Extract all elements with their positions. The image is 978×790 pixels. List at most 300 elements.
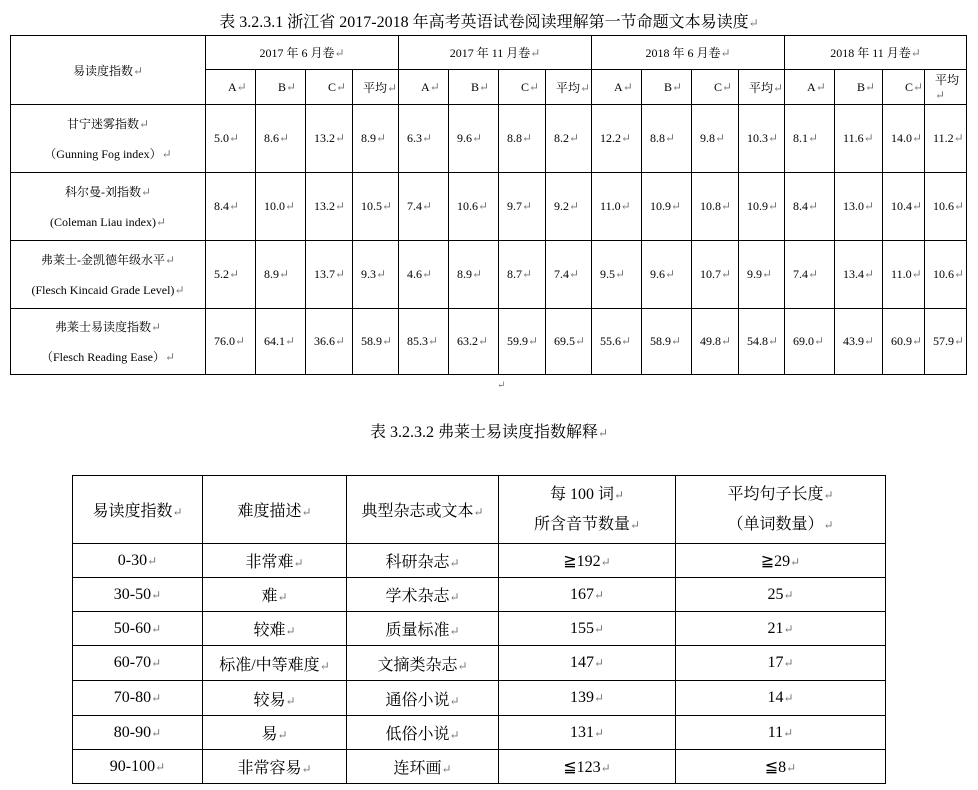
paragraph-mark: ↵ <box>151 691 162 705</box>
paragraph-mark: ↵ <box>629 517 641 532</box>
value: 10.6 <box>457 199 479 213</box>
value: 8.9 <box>361 131 376 145</box>
paragraph-mark: ↵ <box>449 556 460 570</box>
paragraph-mark: ↵ <box>786 760 797 775</box>
value-cell <box>256 105 306 173</box>
subcol-label: B <box>471 79 480 94</box>
value-cell <box>692 241 739 309</box>
subcol-header <box>785 70 835 105</box>
value-cell <box>785 309 835 375</box>
paragraph-mark: ↵ <box>569 131 580 145</box>
paragraph-mark: ↵ <box>672 79 683 94</box>
value-cell <box>353 105 399 173</box>
length: ≦8 <box>764 758 787 776</box>
value-cell <box>206 105 256 173</box>
paragraph-mark: ↵ <box>580 80 591 95</box>
value: 13.0 <box>843 199 865 213</box>
syllables: 167 <box>569 585 594 603</box>
header-label: 典型杂志或文本 <box>361 503 474 520</box>
value: 5.2 <box>214 267 229 281</box>
value: 10.9 <box>747 199 769 213</box>
paragraph-mark: ↵ <box>376 267 387 281</box>
paragraph-mark: ↵ <box>277 728 288 742</box>
paragraph-mark: ↵ <box>865 79 876 94</box>
corner-label-cell <box>11 36 206 105</box>
exam-label: 2017 年 11 月卷 <box>449 46 531 60</box>
paragraph-mark: ↵ <box>621 131 632 145</box>
paragraph-mark: ↵ <box>665 131 676 145</box>
range-cell <box>73 544 203 578</box>
value-cell <box>353 173 399 241</box>
paragraph-mark: ↵ <box>768 199 779 213</box>
desc: 非常容易 <box>237 760 302 777</box>
paragraph-mark: ↵ <box>449 624 460 638</box>
value: 8.8 <box>650 131 666 145</box>
paragraph-mark: ↵ <box>335 267 346 281</box>
paragraph-mark: ↵ <box>301 762 312 776</box>
paragraph-mark: ↵ <box>277 590 288 604</box>
subcol-header <box>692 70 739 105</box>
paragraph-mark: ↵ <box>285 334 296 348</box>
paragraph-mark: ↵ <box>671 334 682 348</box>
value: 9.8 <box>700 131 716 145</box>
value: 7.4 <box>793 267 809 281</box>
header-col1 <box>73 476 203 544</box>
syllables: ≦123 <box>563 758 601 776</box>
desc-cell <box>203 750 347 784</box>
header-col3 <box>347 476 499 544</box>
value-cell <box>206 309 256 375</box>
paragraph-mark: ↵ <box>155 759 166 774</box>
desc-cell <box>203 612 347 646</box>
index-name-cn: 甘宁迷雾指数 <box>66 116 139 131</box>
syllables-cell <box>499 646 676 681</box>
paragraph-mark: ↵ <box>279 131 290 145</box>
range: 90-100 <box>109 757 156 775</box>
paragraph-mark: ↵ <box>528 334 539 348</box>
paragraph-mark: ↵ <box>285 624 296 638</box>
paragraph-mark: ↵ <box>522 199 533 213</box>
paragraph-mark: ↵ <box>479 79 490 94</box>
length: 17 <box>767 654 784 671</box>
paragraph-mark: ↵ <box>912 199 923 213</box>
subcol-header <box>499 70 546 105</box>
paragraph-mark: ↵ <box>864 199 875 213</box>
paragraph-mark: ↵ <box>593 587 605 602</box>
paragraph-mark: ↵ <box>620 199 631 213</box>
value: 59.9 <box>507 334 529 348</box>
value: 8.1 <box>793 131 809 145</box>
value: 10.8 <box>700 199 722 213</box>
paragraph-mark: ↵ <box>174 282 185 297</box>
value-cell <box>692 309 739 375</box>
header-label: （单词数量） <box>727 515 824 533</box>
paragraph-mark: ↵ <box>913 79 924 94</box>
paragraph-mark: ↵ <box>814 334 825 348</box>
table-row <box>11 173 967 241</box>
text-cell <box>347 716 499 750</box>
range: 0-30 <box>117 551 148 569</box>
subcol-header <box>206 70 256 105</box>
paragraph-mark: ↵ <box>429 79 440 94</box>
paragraph-mark: ↵ <box>236 79 247 94</box>
value-cell <box>399 105 449 173</box>
range: 70-80 <box>113 689 152 706</box>
value: 10.9 <box>650 199 672 213</box>
paragraph-mark: ↵ <box>422 199 433 213</box>
paragraph-mark: ↵ <box>783 621 794 636</box>
subcol-label: 平均 <box>935 73 960 87</box>
subcol-label: A <box>614 79 623 94</box>
text: 学术杂志 <box>385 588 450 605</box>
paragraph-mark: ↵ <box>376 131 387 145</box>
paragraph-mark: ↵ <box>808 267 819 281</box>
subcol-label: A <box>421 79 430 94</box>
paragraph-mark: ↵ <box>522 267 533 281</box>
value-cell <box>306 309 353 375</box>
paragraph-mark: ↵ <box>387 80 398 95</box>
value: 58.9 <box>650 334 672 348</box>
value: 69.0 <box>793 334 815 348</box>
desc-cell <box>203 646 347 681</box>
value-cell <box>499 309 546 375</box>
desc: 标准/中等难度 <box>219 656 320 674</box>
paragraph-mark: ↵ <box>773 80 784 95</box>
value: 13.4 <box>843 267 865 281</box>
paragraph-mark: ↵ <box>422 267 433 281</box>
value: 43.9 <box>843 334 865 348</box>
subcol-label: A <box>807 79 816 94</box>
header-label: 难度描述 <box>237 503 302 520</box>
value-cell <box>592 241 642 309</box>
table-row <box>11 309 967 375</box>
table-row <box>73 646 886 681</box>
length-cell <box>676 612 886 646</box>
paragraph-mark: ↵ <box>286 79 297 94</box>
length: 25 <box>767 585 784 603</box>
range: 30-50 <box>113 585 152 603</box>
value-cell <box>306 173 353 241</box>
paragraph-mark: ↵ <box>910 46 921 60</box>
value: 13.2 <box>314 131 335 145</box>
paragraph-mark: ↵ <box>808 131 819 145</box>
value-cell <box>739 309 785 375</box>
paragraph-mark: ↵ <box>285 199 296 213</box>
paragraph-mark: ↵ <box>722 79 733 94</box>
paragraph-mark: ↵ <box>600 554 611 569</box>
value-cell <box>642 309 692 375</box>
paragraph-mark: ↵ <box>815 79 826 94</box>
subcol-header <box>546 70 592 105</box>
value-cell <box>546 173 592 241</box>
paragraph-mark: ↵ <box>449 693 460 708</box>
desc-cell <box>203 578 347 612</box>
value-cell <box>592 173 642 241</box>
subcol-label: C <box>521 79 530 94</box>
paragraph-mark: ↵ <box>279 267 290 281</box>
paragraph-mark: ↵ <box>721 199 732 213</box>
value-cell <box>499 173 546 241</box>
value: 12.2 <box>600 131 622 145</box>
exam-header <box>592 36 785 70</box>
paragraph-mark: ↵ <box>593 725 605 740</box>
table-row <box>73 612 886 646</box>
index-name-cell <box>11 241 206 309</box>
value-cell <box>785 241 835 309</box>
value-cell <box>642 105 692 173</box>
length-cell <box>676 681 886 716</box>
paragraph-mark: ↵ <box>164 252 176 267</box>
header-col4 <box>499 476 676 544</box>
length: ≧29 <box>760 552 791 570</box>
length: 14 <box>767 689 784 706</box>
value-cell <box>353 309 399 375</box>
paragraph-mark: ↵ <box>472 267 483 281</box>
table-row <box>73 544 886 578</box>
value-cell <box>499 241 546 309</box>
value-cell <box>925 105 967 173</box>
value: 11.0 <box>600 199 621 213</box>
paragraph-mark: ↵ <box>138 116 150 131</box>
paragraph-mark: ↵ <box>472 131 483 145</box>
paragraph-mark: ↵ <box>783 587 794 602</box>
index-name-cn: 弗莱士-金凯德年级水平 <box>40 252 165 267</box>
subcol-label: C <box>905 79 914 94</box>
value-cell <box>739 105 785 173</box>
value: 8.6 <box>264 131 279 145</box>
value: 10.6 <box>933 199 955 213</box>
text: 文摘类杂志 <box>377 656 458 674</box>
paragraph-mark: ↵ <box>768 131 779 145</box>
header-label: 易读度指数 <box>92 503 173 520</box>
text-cell <box>347 646 499 681</box>
paragraph-mark: ↵ <box>721 267 732 281</box>
text: 科研杂志 <box>385 554 450 571</box>
range: 80-90 <box>113 723 152 741</box>
value: 7.4 <box>407 199 423 213</box>
value-cell <box>925 173 967 241</box>
paragraph-mark: ↵ <box>715 131 726 145</box>
length: 11 <box>767 723 784 741</box>
value-cell <box>642 173 692 241</box>
desc: 难 <box>261 588 278 605</box>
value: 63.2 <box>457 334 479 348</box>
paragraph-mark: ↵ <box>478 334 489 348</box>
index-name-cell <box>11 173 206 241</box>
flesch-table <box>72 475 886 784</box>
table-row <box>73 681 886 716</box>
paragraph-mark: ↵ <box>382 199 393 213</box>
value-cell <box>306 241 353 309</box>
paragraph-mark: ↵ <box>529 79 540 94</box>
text: 质量标准 <box>385 622 450 639</box>
desc-cell <box>203 716 347 750</box>
corner-label: 易读度指数 <box>72 63 133 78</box>
paragraph-mark: ↵ <box>449 728 460 742</box>
paragraph-mark: ↵ <box>569 267 580 281</box>
paragraph-mark: ↵ <box>335 199 346 213</box>
value: 5.0 <box>214 131 229 145</box>
syllables: ≧192 <box>563 552 601 570</box>
value: 54.8 <box>747 334 769 348</box>
paragraph-mark: ↵ <box>864 267 875 281</box>
value-cell <box>692 105 739 173</box>
value-cell <box>399 173 449 241</box>
paragraph-mark: ↵ <box>151 587 162 602</box>
value: 64.1 <box>264 334 285 348</box>
value: 7.4 <box>554 267 570 281</box>
subcol-label: B <box>857 79 866 94</box>
table-row <box>73 716 886 750</box>
paragraph-mark: ↵ <box>449 590 460 604</box>
subcol-header <box>642 70 692 105</box>
value: 11.0 <box>891 267 912 281</box>
exam-label: 2018 年 6 月卷 <box>645 46 721 60</box>
value-cell <box>256 309 306 375</box>
value: 85.3 <box>407 334 429 348</box>
paragraph-mark: ↵ <box>336 79 347 94</box>
value: 8.9 <box>457 267 473 281</box>
syllables-cell <box>499 612 676 646</box>
range-cell <box>73 716 203 750</box>
desc: 较易 <box>253 691 286 709</box>
paragraph-mark: ↵ <box>911 267 922 281</box>
value-cell <box>449 241 499 309</box>
table-row <box>11 241 967 309</box>
value-cell <box>592 105 642 173</box>
paragraph-mark: ↵ <box>334 46 345 60</box>
paragraph-mark: ↵ <box>164 349 176 364</box>
exam-header <box>206 36 399 70</box>
value: 36.6 <box>314 334 335 348</box>
value-cell <box>785 105 835 173</box>
value: 8.9 <box>264 267 279 281</box>
subcol-label: C <box>328 79 337 94</box>
paragraph-mark: ↵ <box>229 131 240 145</box>
paragraph-mark: ↵ <box>140 184 152 199</box>
paragraph-mark: ↵ <box>720 46 731 60</box>
index-name-en: (Coleman Liau index) <box>49 214 156 229</box>
desc-cell <box>203 544 347 578</box>
value: 55.6 <box>600 334 622 348</box>
paragraph-mark: ↵ <box>235 334 246 348</box>
exam-label: 2017 年 6 月卷 <box>259 46 335 60</box>
exam-header <box>785 36 967 70</box>
value: 69.5 <box>554 334 576 348</box>
length-cell <box>676 578 886 612</box>
paragraph-mark: ↵ <box>721 334 732 348</box>
paragraph-mark: ↵ <box>285 693 296 708</box>
value: 13.7 <box>314 267 335 281</box>
value: 10.4 <box>891 199 913 213</box>
value-cell <box>883 105 925 173</box>
paragraph-mark: ↵ <box>768 334 779 348</box>
paragraph-mark: ↵ <box>161 146 172 161</box>
range: 60-70 <box>113 654 152 671</box>
subcol-header <box>592 70 642 105</box>
paragraph-mark: ↵ <box>422 131 433 145</box>
value-cell <box>739 241 785 309</box>
value: 8.8 <box>507 131 523 145</box>
subcol-label: B <box>278 79 287 94</box>
subcol-header <box>883 70 925 105</box>
subcol-header <box>353 70 399 105</box>
value: 9.5 <box>600 267 616 281</box>
text-cell <box>347 578 499 612</box>
paragraph-mark: ↵ <box>762 267 773 281</box>
paragraph-mark: ↵ <box>823 487 834 502</box>
value: 10.0 <box>264 199 285 213</box>
range-cell <box>73 681 203 716</box>
readability-table <box>10 35 967 375</box>
value: 14.0 <box>891 131 913 145</box>
range-cell <box>73 578 203 612</box>
value-cell <box>353 241 399 309</box>
value-cell <box>642 241 692 309</box>
length: 21 <box>767 619 784 637</box>
text-cell <box>347 544 499 578</box>
value-cell <box>835 241 883 309</box>
subcol-header <box>925 70 967 105</box>
subcol-label: B <box>664 79 673 94</box>
value: 13.2 <box>314 199 335 213</box>
value: 11.6 <box>843 131 864 145</box>
subcol-label: 平均 <box>556 80 581 95</box>
value-cell <box>206 241 256 309</box>
paragraph-mark: ↵ <box>150 319 162 334</box>
subcol-header <box>256 70 306 105</box>
paragraph-mark: ↵ <box>665 267 676 281</box>
paragraph-mark: ↵ <box>522 131 533 145</box>
range-cell <box>73 646 203 681</box>
length-cell <box>676 544 886 578</box>
syllables: 155 <box>569 619 594 637</box>
text: 通俗小说 <box>385 691 450 709</box>
value: 9.9 <box>747 267 763 281</box>
paragraph-mark: ↵ <box>301 505 312 519</box>
paragraph-mark: ↵ <box>783 656 794 670</box>
syllables-cell <box>499 544 676 578</box>
header-col2 <box>203 476 347 544</box>
paragraph-mark: ↵ <box>600 760 611 775</box>
value-cell <box>739 173 785 241</box>
syllables-cell <box>499 750 676 784</box>
value-cell <box>499 105 546 173</box>
paragraph-mark: ↵ <box>172 505 183 519</box>
value-cell <box>449 309 499 375</box>
paragraph-mark: ↵ <box>864 334 875 348</box>
syllables-cell <box>499 578 676 612</box>
value: 6.3 <box>407 131 423 145</box>
paragraph-mark: ↵ <box>593 656 605 670</box>
paragraph-mark: ↵ <box>478 199 489 213</box>
header-label: 平均句子长度 <box>727 485 824 503</box>
paragraph-mark: ↵ <box>155 214 167 229</box>
paragraph-mark: ↵ <box>229 267 240 281</box>
table2-title: 表 3.2.3.2 弗莱士易读度指数解释↵ <box>369 424 609 441</box>
subcol-label: C <box>714 79 723 94</box>
paragraph-mark: ↵ <box>621 334 632 348</box>
paragraph-mark: ↵ <box>622 79 633 94</box>
paragraph-mark: ↵ <box>319 658 330 673</box>
value-cell <box>546 241 592 309</box>
paragraph-mark: ↵ <box>428 334 439 348</box>
paragraph-mark: ↵ <box>790 554 801 569</box>
length-cell <box>676 716 886 750</box>
paragraph-mark: ↵ <box>823 517 834 532</box>
value: 60.9 <box>891 334 913 348</box>
value-cell <box>785 173 835 241</box>
